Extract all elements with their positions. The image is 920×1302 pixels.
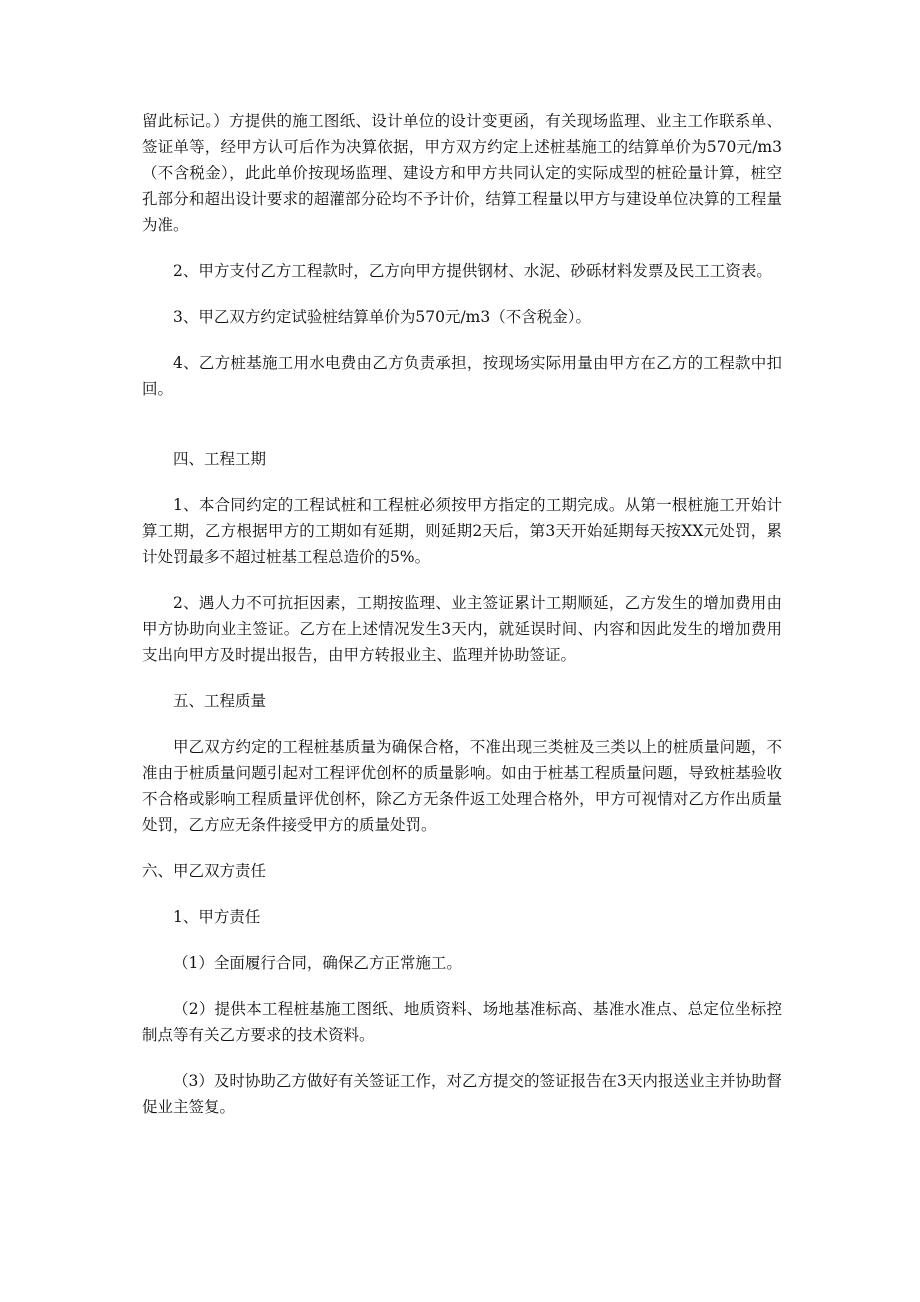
- section-heading-responsibilities: 六、甲乙双方责任: [142, 862, 267, 880]
- paragraph-settlement-basis: 留此标记。）方提供的施工图纸、设计单位的设计变更函，有关现场监理、业主工作联系单、签证单等，经甲方认可后作为决算依据，甲方双方约定上述桩基施工的结算单价为570元/m3（不含税金），此此单价按现场监理、建设方和甲方共同认定的实际成型的桩砼量计算，桩空孔部分和超出设计要求的超灌部分砼均不予计价，结算工程量以甲方与建设单位决算的工程量为准。: [142, 112, 782, 234]
- list-item-visa-assistance: （3）及时协助乙方做好有关签证工作，对乙方提交的签证报告在3天内报送业主并协助督促业主签复。: [142, 1072, 782, 1116]
- section-heading-schedule: 四、工程工期: [173, 450, 267, 468]
- paragraph-quality-terms: 甲乙双方约定的工程桩基质量为确保合格，不准出现三类桩及三类以上的桩质量问题，不准由于桩质量问题引起对工程评优创杯的质量影响。如由于桩基工程质量问题，导致桩基验收不合格或影响工程质量评优创杯，除乙方无条件返工处理合格外，甲方可视情对乙方作出质量处罚，乙方应无条件接受甲方的质量处罚。: [142, 738, 782, 834]
- list-item-technical-data: （2）提供本工程桩基施工图纸、地质资料、场地基准标高、基准水准点、总定位坐标控制点等有关乙方要求的技术资料。: [142, 1000, 782, 1044]
- section-gap: [142, 422, 782, 446]
- list-item-fulfill-contract: （1）全面履行合同，确保乙方正常施工。: [173, 954, 462, 972]
- subsection-heading-party-a: 1、甲方责任: [173, 908, 261, 926]
- paragraph-utility-costs: 4、乙方桩基施工用水电费由乙方负责承担，按现场实际用量由甲方在乙方的工程款中扣回。: [142, 354, 782, 398]
- paragraph-test-pile-price: 3、甲乙双方约定试验桩结算单价为570元/m3（不含税金）。: [173, 308, 591, 326]
- paragraph-payment-invoices: 2、甲方支付乙方工程款时，乙方向甲方提供钢材、水泥、砂砾材料发票及民工工资表。: [173, 262, 772, 280]
- paragraph-schedule-penalty: 1、本合同约定的工程试桩和工程桩必须按甲方指定的工期完成。从第一根桩施工开始计算工期，乙方根据甲方的工期如有延期，则延期2天后，第3天开始延期每天按XX元处罚，累计处罚最多不超过桩基工程总造价的5%。: [142, 496, 782, 566]
- paragraph-force-majeure: 2、遇人力不可抗拒因素，工期按监理、业主签证累计工期顺延，乙方发生的增加费用由甲方协助向业主签证。乙方在上述情况发生3天内，就延误时间、内容和因此发生的增加费用支出向甲方及时提出报告，由甲方转报业主、监理并协助签证。: [142, 594, 782, 664]
- section-heading-quality: 五、工程质量: [173, 692, 267, 710]
- document-body: [142, 108, 782, 1140]
